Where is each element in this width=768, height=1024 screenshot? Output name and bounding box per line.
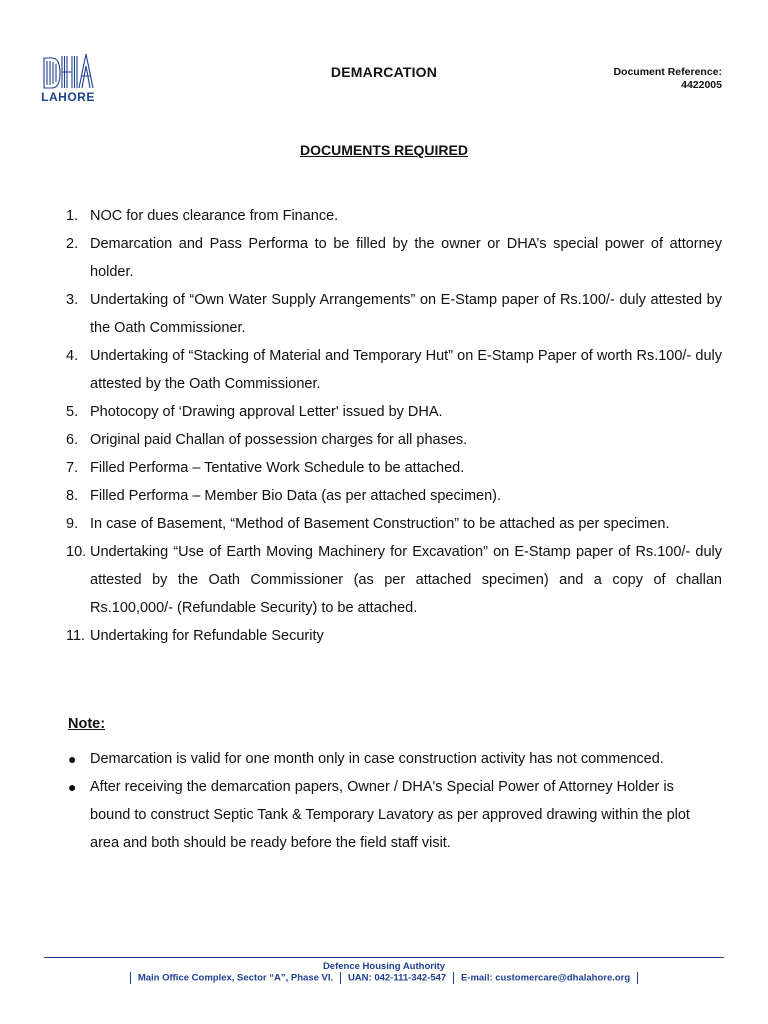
- footer-uan: UAN: 042-111-342-547: [347, 972, 447, 984]
- note-title: Note:: [68, 716, 106, 732]
- requirements-list: [66, 202, 722, 650]
- list-item: [66, 454, 722, 482]
- item-number: 7.: [66, 460, 79, 476]
- list-item: [66, 426, 722, 454]
- item-text: Undertaking “Use of Earth Moving Machinery for Excavation” on E-Stamp paper of Rs.100/- duly attested by the Oath Commissioner (as per attached specimen) and a copy of challan Rs.100,000/- (Refundable Security) to be attached.: [90, 544, 722, 616]
- item-number: 5.: [66, 404, 79, 420]
- item-text: Undertaking for Refundable Security: [90, 628, 324, 644]
- list-item: [66, 286, 722, 342]
- item-number: 4.: [66, 348, 79, 364]
- separator: [130, 972, 132, 984]
- footer-address: Main Office Complex, Sector “A”, Phase VI.: [137, 972, 334, 984]
- list-item: [66, 510, 722, 538]
- notes-list: [68, 745, 690, 857]
- separator: [340, 972, 342, 984]
- list-item: [68, 773, 690, 857]
- item-number: 9.: [66, 516, 79, 532]
- document-reference: [613, 66, 722, 92]
- list-item: [66, 622, 722, 650]
- item-text: Undertaking of “Own Water Supply Arrangements” on E-Stamp paper of Rs.100/- duly attested by the Oath Commissioner.: [90, 292, 722, 336]
- list-item: [66, 342, 722, 398]
- logo-city-label: LAHORE: [41, 90, 95, 104]
- item-number: 10.: [66, 544, 87, 560]
- footer-divider: [44, 957, 724, 958]
- list-item: [66, 538, 722, 622]
- document-reference-number: 4422005: [681, 79, 722, 91]
- note-text: Demarcation is valid for one month only in case construction activity has not commenced.: [90, 751, 664, 767]
- list-item: [66, 202, 722, 230]
- item-number: 2.: [66, 236, 79, 252]
- list-item: [66, 482, 722, 510]
- section-title: DOCUMENTS REQUIRED: [299, 142, 468, 158]
- item-number: 6.: [66, 432, 79, 448]
- list-item: [68, 745, 690, 773]
- list-item: [66, 398, 722, 426]
- item-number: 1.: [66, 208, 79, 224]
- item-text: NOC for dues clearance from Finance.: [90, 208, 339, 224]
- footer-email: E-mail: customercare@dhalahore.org: [460, 972, 631, 984]
- item-number: 11.: [66, 628, 86, 644]
- bullet-icon: ●: [68, 751, 77, 767]
- item-number: 3.: [66, 292, 79, 308]
- footer-contacts: [0, 972, 768, 984]
- item-text: Photocopy of ‘Drawing approval Letter' issued by DHA.: [90, 404, 443, 420]
- document-title: DEMARCATION: [330, 64, 438, 80]
- item-text: In case of Basement, “Method of Basement Construction” to be attached as per specimen.: [90, 516, 670, 532]
- item-text: Demarcation and Pass Performa to be filled by the owner or DHA’s special power of attorney holder.: [90, 236, 722, 280]
- list-item: [66, 230, 722, 286]
- separator: [637, 972, 639, 984]
- item-text: Filled Performa – Tentative Work Schedule to be attached.: [90, 460, 465, 476]
- document-reference-label: Document Reference:: [613, 66, 722, 78]
- bullet-icon: ●: [68, 779, 77, 795]
- note-text: After receiving the demarcation papers, Owner / DHA's Special Power of Attorney Holder is bound to construct Septic Tank & Temporary Lavatory as per approved drawing within the plot area and both should be ready before the field staff visit.: [90, 779, 690, 851]
- separator: [453, 972, 455, 984]
- item-text: Original paid Challan of possession charges for all phases.: [90, 432, 468, 448]
- footer-organization: Defence Housing Authority: [322, 961, 446, 972]
- item-number: 8.: [66, 488, 79, 504]
- item-text: Filled Performa – Member Bio Data (as per attached specimen).: [90, 488, 502, 504]
- item-text: Undertaking of “Stacking of Material and Temporary Hut” on E-Stamp Paper of worth Rs.100/- duly attested by the Oath Commissioner.: [90, 348, 722, 392]
